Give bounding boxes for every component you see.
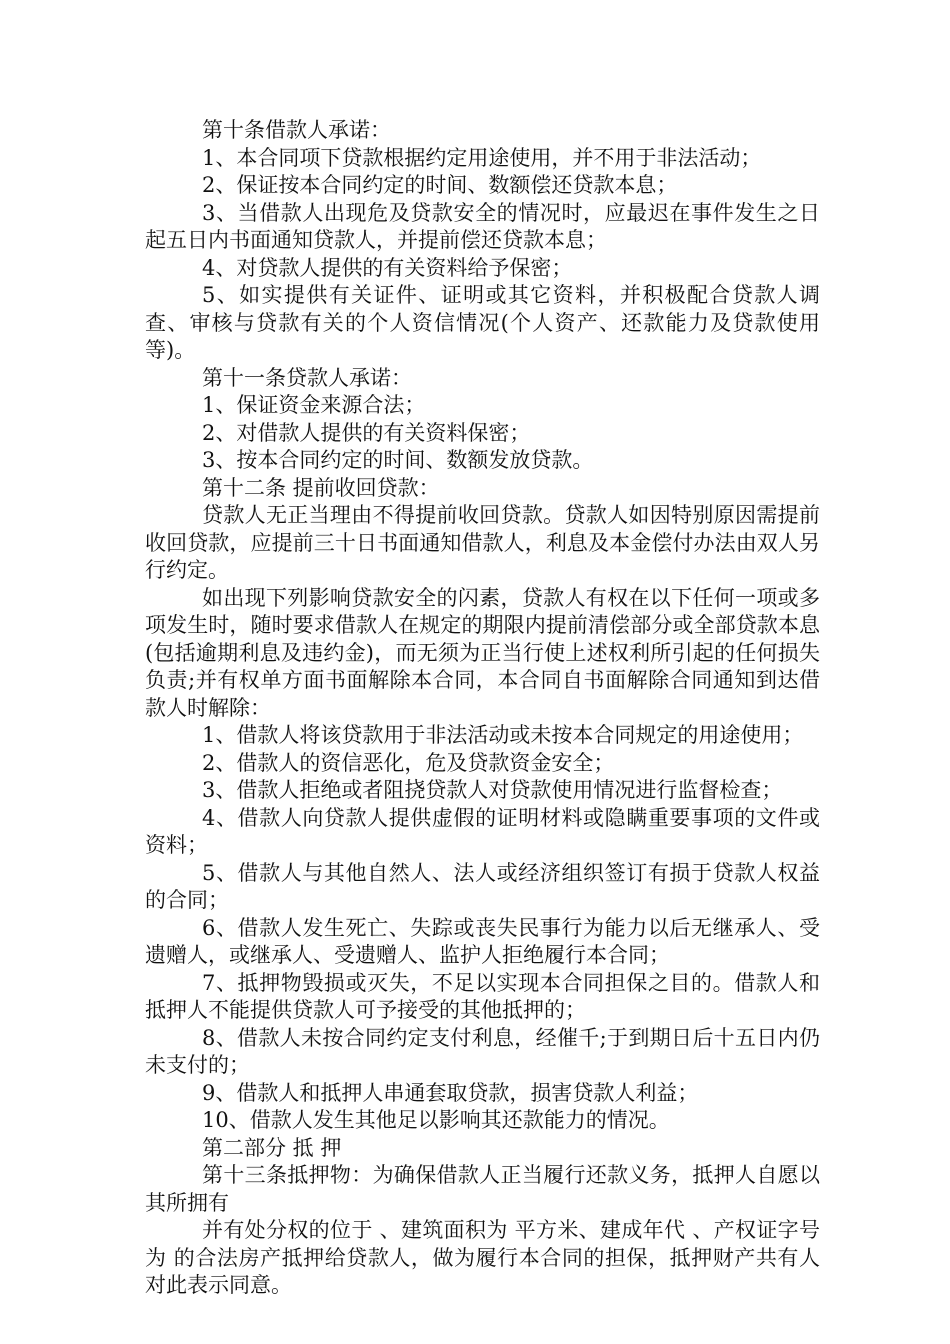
paragraph: 9、借款人和抵押人串通套取贷款，损害贷款人利益； [202,1080,699,1105]
heading-part-2: 第二部分 抵 押 [202,1135,342,1160]
paragraph: 1、本合同项下贷款根据约定用途使用，并不用于非法活动； [202,145,762,170]
paragraph: 2、保证按本合同约定的时间、数额偿还贷款本息； [202,173,678,197]
paragraph: 3、当借款人出现危及贷款安全的情况时，应最迟在事件发生之日起五日内书面通知贷款人，并提前偿还贷款本息； [145,200,820,252]
paragraph: 5、借款人与其他自然人、法人或经济组织签订有损于贷款人权益的合同； [145,860,820,912]
paragraph: 1、借款人将该贷款用于非法活动或未按本合同规定的用途使用； [202,723,804,747]
heading-article-13: 第十三条抵押物：为确保借款人正当履行还款义务，抵押人自愿以其所拥有 [145,1163,820,1215]
paragraph: 10、借款人发生其他足以影响其还款能力的情况。 [202,1108,670,1132]
paragraph: 2、对借款人提供的有关资料保密； [202,420,531,445]
paragraph: 4、借款人向贷款人提供虚假的证明材料或隐瞒重要事项的文件或资料； [145,805,820,857]
heading-article-11: 第十一条贷款人承诺： [202,365,412,390]
paragraph: 4、对贷款人提供的有关资料给予保密； [202,255,573,280]
paragraph: 并有处分权的位于 、建筑面积为 平方米、建成年代 、产权证字号为 的合法房产抵押给贷款人，做为履行本合同的担保，抵押财产共有人对此表示同意。 [145,1218,820,1297]
paragraph: 8、借款人未按合同约定支付利息，经催千;于到期日后十五日内仍未支付的； [145,1025,820,1077]
paragraph: 1、保证资金来源合法； [202,393,426,417]
heading-article-12: 第十二条 提前收回贷款： [202,475,440,500]
paragraph: 2、借款人的资信恶化，危及贷款资金安全； [202,750,615,775]
paragraph: 6、借款人发生死亡、失踪或丧失民事行为能力以后无继承人、受遗赠人，或继承人、受遗赠人、监护人拒绝履行本合同； [145,915,820,967]
paragraph: 7、抵押物毁损或灭失，不足以实现本合同担保之目的。借款人和抵押人不能提供贷款人可予接受的其他抵押的； [145,970,820,1022]
paragraph: 3、按本合同约定的时间、数额发放贷款。 [202,448,594,472]
paragraph: 3、借款人拒绝或者阻挠贷款人对贷款使用情况进行监督检查； [202,778,783,802]
heading-article-10: 第十条借款人承诺： [202,118,391,142]
document-page [145,117,820,1300]
paragraph: 5、如实提供有关证件、证明或其它资料，并积极配合贷款人调查、审核与贷款有关的个人资信情况(个人资产、还款能力及贷款使用等)。 [145,283,820,362]
paragraph: 如出现下列影响贷款安全的闪素，贷款人有权在以下任何一项或多项发生时，随时要求借款人在规定的期限内提前清偿部分或全部贷款本息(包括逾期利息及违约金)，而无须为正当行使上述权利所引起的任何损失负责;并有权单方面书面解除本合同，本合同自书面解除合同通知到达借款人时解除： [145,585,820,720]
paragraph: 贷款人无正当理由不得提前收回贷款。贷款人如因特别原因需提前收回贷款，应提前三十日书面通知借款人，利息及本金偿付办法由双人另行约定。 [145,503,820,582]
